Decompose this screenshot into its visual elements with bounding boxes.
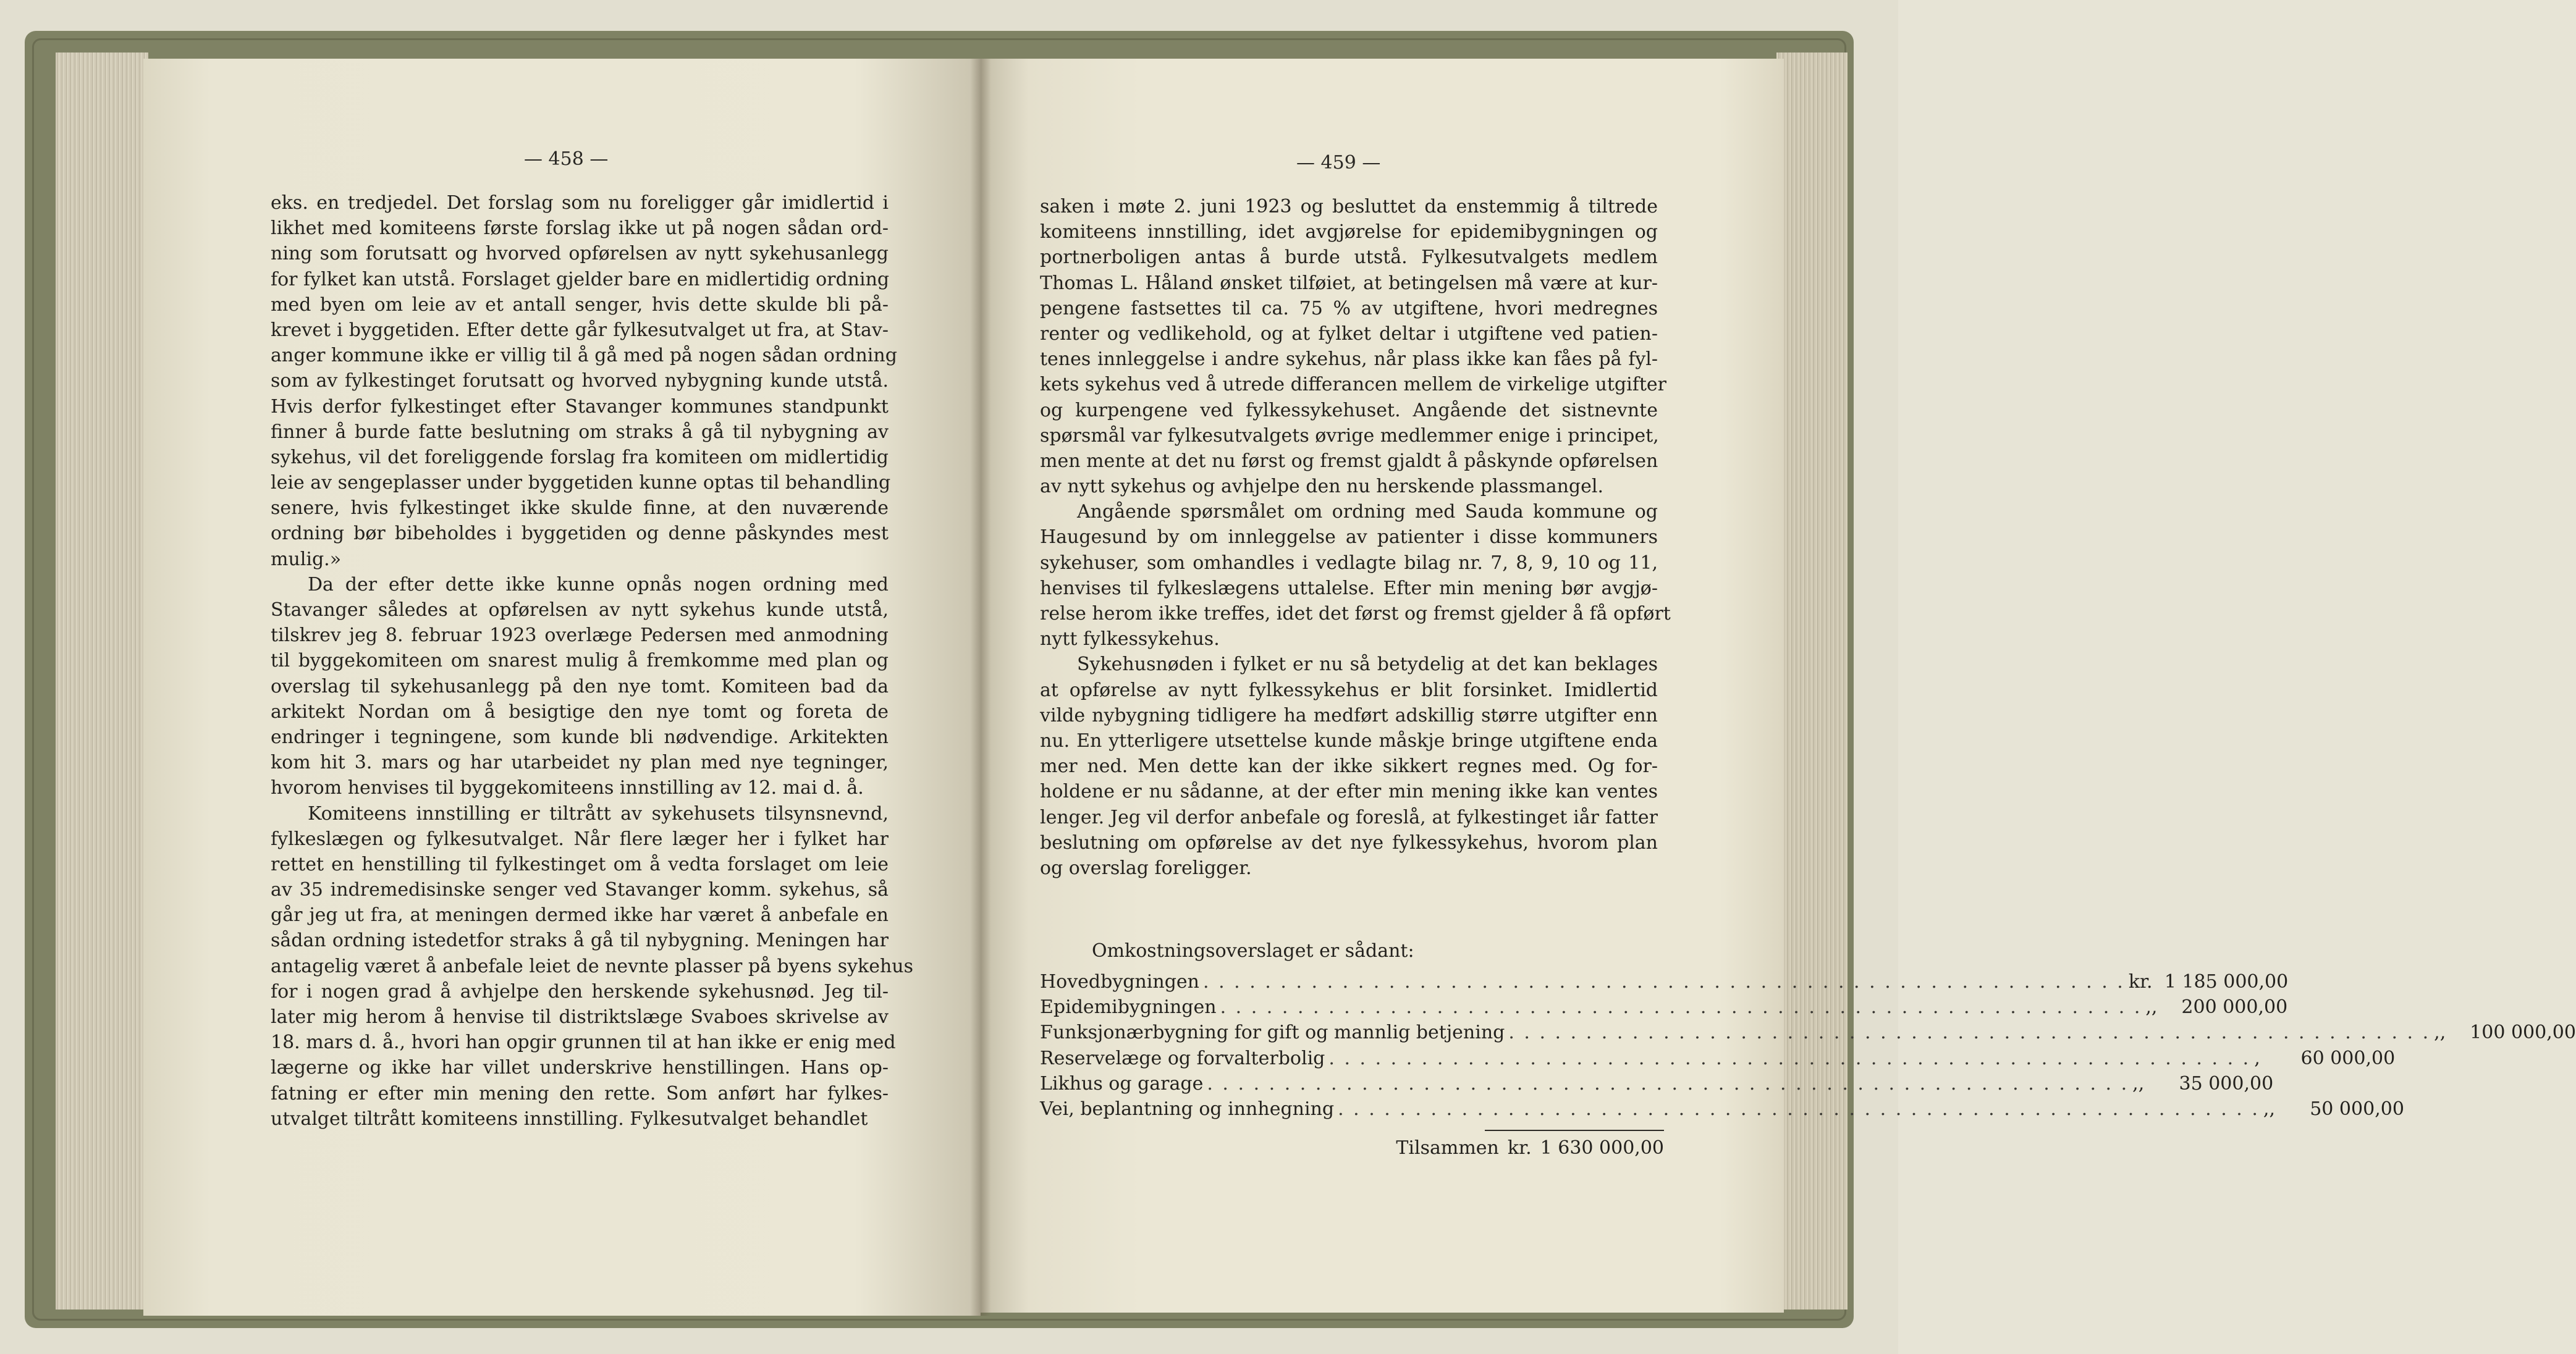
left-text-line: av 35 indremedisinske senger ved Stavanger komm. sykehus, så [271,879,889,901]
cost-row [1040,1072,2274,1098]
right-text-line: mer ned. Men dette kan der ikke sikkert regnes med. Og for- [1040,755,1658,778]
left-text-line: lægerne og ikke har villet underskrive henstillingen. Hans op- [271,1057,889,1079]
cost-row [1040,971,2289,996]
cost-unit: ,, [2263,1098,2275,1120]
right-text-line: sykehuser, som omhandles i vedlagte bilag nr. 7, 8, 9, 10 og 11, [1040,552,1658,574]
cost-unit: ,, [2434,1022,2446,1044]
right-text-line: henvises til fylkeslægens uttalelse. Efter min mening bør avgjø- [1040,577,1658,599]
right-text-line: Thomas L. Håland ønsket tilføiet, at betingelsen må være at kur- [1040,272,1658,294]
right-text-line: komiteens innstilling, idet avgjørelse for epidemibygningen og [1040,221,1658,243]
cost-unit: ,, [2132,1072,2145,1095]
cost-amount: 200 000,00 [2181,996,2288,1019]
total-unit: kr. [1507,1137,1532,1159]
cost-unit: , [2254,1047,2260,1069]
left-text-line: for i nogen grad å avhjelpe den herskende sykehusnød. Jeg til- [271,980,889,1003]
book-gutter [970,59,991,1316]
left-text-line: likhet med komiteens første forslag ikke ut på nogen sådan ord- [271,217,889,240]
left-text-line: eks. en tredjedel. Det forslag som nu foreligger går imidlertid i [271,192,889,214]
cost-unit: ,, [2145,996,2158,1019]
cost-total [1040,1137,1664,1162]
left-text-line: til byggekomiteen om snarest mulig å fremkomme med plan og [271,650,889,672]
left-text-line: hvorom henvises til byggekomiteens innstilling av 12. mai d. å. [271,777,864,799]
total-label: Tilsammen [1396,1137,1499,1159]
cost-item-label: Funksjonærbygning for gift og mannlig betjening [1040,1022,1505,1044]
left-text-line: mulig.» [271,548,342,570]
left-text-line: overslag til sykehusanlegg på den nye tomt. Komiteen bad da [271,675,889,697]
right-text-line: nu. En ytterligere utsettelse kunde måskje bringe utgiftene enda [1040,730,1658,752]
left-text-line: kom hit 3. mars og har utarbeidet ny plan med nye tegninger, [271,752,889,774]
left-text-line: rettet en henstilling til fylkestinget om å vedta forslaget om leie [271,853,889,875]
left-text-line: antagelig været å anbefale leiet de nevnte plasser på byens sykehus [271,955,914,977]
leader-dots: . . . . . . . . . . . . . . . . . . . . . . . . . . . . . . . . . . . . . . . . . . . . . . . . . . . . . . . . . . . . [1338,1098,2260,1120]
cost-row [1040,1022,2576,1047]
left-text-line: senere, hvis fylkestinget ikke skulde finne, at den nuværende [271,497,889,519]
right-text-line: relse herom ikke treffes, idet det først og fremst gjelder å få opført [1040,603,1671,624]
left-text-line: Hvis derfor fylkestinget efter Stavanger kommunes standpunkt [271,395,889,418]
cost-amount: 60 000,00 [2300,1047,2396,1069]
right-text-line: saken i møte 2. juni 1923 og besluttet da enstemmig å tiltrede [1040,196,1658,217]
right-text-line: beslutning om opførelse av det nye fylkessykehus, hvorom plan [1040,831,1658,854]
left-text-line: endringer i tegningene, som kunde bli nødvendige. Arkitekten [271,726,889,748]
left-text-line: sykehus, vil det foreliggende forslag fra komiteen om midlertidig [271,446,889,468]
right-page-body [1040,194,1671,881]
right-text-line: Angående spørsmålet om ordning med Sauda kommune og [1077,501,1658,523]
cost-estimate [1040,940,2576,1162]
right-text-line: at opførelse av nytt fylkessykehus er blit forsinket. Imidlertid [1040,679,1658,701]
right-text-line: Sykehusnøden i fylket er nu så betydelig at det kan beklages [1077,654,1658,676]
right-text-line: vilde nybygning tidligere ha medført adskillig større utgifter enn [1040,704,1658,726]
cost-item-label: Vei, beplantning og innhegning [1040,1098,1335,1120]
cost-amount: 100 000,00 [2470,1022,2576,1044]
right-text-line: kets sykehus ved å utrede differancen mellem de virkelige utgifter [1040,374,1666,396]
cost-amount: 1 185 000,00 [2164,971,2289,993]
cost-amount: 50 000,00 [2310,1098,2404,1120]
left-text-line: leie av sengeplasser under byggetiden kunne optas til behandling [271,472,891,494]
left-text-line: utvalget tiltrått komiteens innstilling. Fylkesutvalget behandlet [271,1108,868,1130]
right-text-line: spørsmål var fylkesutvalgets øvrige medlemmer enige i principet, [1040,424,1659,447]
right-text-line: pengene fastsettes til ca. 75 % av utgiftene, hvori medregnes [1040,297,1658,319]
cost-heading: Omkostningsoverslaget er sådant: [1092,940,1414,962]
left-text-line: krevet i byggetiden. Efter dette går fylkesutvalget ut fra, at Stav- [271,319,889,341]
cost-item-label: Epidemibygningen [1040,996,1217,1019]
cost-row [1040,996,2288,1022]
leader-dots: . . . . . . . . . . . . . . . . . . . . . . . . . . . . . . . . . . . . . . . . . . . . . . . . . . . . . . . . . . . . [1207,1072,2129,1095]
left-text-line: for fylket kan utstå. Forslaget gjelder bare en midlertidig ordning [271,268,890,290]
left-text-line: ordning bør bibeholdes i byggetiden og denne påskyndes mest [271,523,889,545]
left-page-body [271,190,914,1132]
left-page-number: — 458 — [524,148,609,170]
cost-table [1040,971,2576,1124]
cost-item-label: Hovedbygningen [1040,971,1200,993]
left-text-line: arkitekt Nordan om å besigtige den nye tomt og foreta de [271,700,889,723]
cost-amount: 35 000,00 [2179,1072,2274,1095]
right-text-line: og kurpengene ved fylkessykehuset. Angående det sistnevnte [1040,399,1658,421]
right-text-line: holdene er nu sådanne, at der efter min mening ikke kan ventes [1040,781,1658,803]
leader-dots: . . . . . . . . . . . . . . . . . . . . . . . . . . . . . . . . . . . . . . . . . . . . . . . . . . . . . . . . . . . . [1203,971,2125,993]
leader-dots: . . . . . . . . . . . . . . . . . . . . . . . . . . . . . . . . . . . . . . . . . . . . . . . . . . . . . . . . . . . . [1220,996,2142,1019]
left-text-line: finner å burde fatte beslutning om straks å gå til nybygning av [271,421,889,443]
total-amount: 1 630 000,00 [1540,1137,1664,1159]
left-text-line: ning som forutsatt og hvorved opførelsen av nytt sykehusanlegg [271,243,889,265]
left-text-line: fylkeslægen og fylkesutvalget. Når flere læger her i fylket har [271,828,889,850]
left-text-line: Da der efter dette ikke kunne opnås nogen ordning med [308,573,889,595]
right-text-line: lenger. Jeg vil derfor anbefale og foreslå, at fylkestinget iår fatter [1040,806,1658,828]
right-text-line: portnerboligen antas å burde utstå. Fylkesutvalgets medlem [1040,246,1658,269]
right-text-line: av nytt sykehus og avhjelpe den nu herskende plassmangel. [1040,476,1604,498]
cost-row [1040,1047,2396,1073]
left-text-line: med byen om leie av et antall senger, hvis dette skulde bli på- [271,293,889,316]
cost-unit: kr. [2128,971,2153,993]
cost-item-label: Reservelæge og forvalterbolig [1040,1047,1325,1069]
left-text-line: går jeg ut fra, at meningen dermed ikke har været å anbefale en [271,904,889,927]
right-text-line: renter og vedlikehold, og at fylket deltar i utgiftene ved patien- [1040,322,1658,345]
right-text-line: og overslag foreligger. [1040,857,1252,879]
left-text-line: Komiteens innstilling er tiltrått av sykehusets tilsynsnevnd, [308,802,889,825]
leader-dots: . . . . . . . . . . . . . . . . . . . . . . . . . . . . . . . . . . . . . . . . . . . . . . . . . . . . . . . . . . . . [1328,1047,2251,1069]
left-text-line: sådan ordning istedetfor straks å gå til nybygning. Meningen har [271,930,889,952]
left-text-line: anger kommune ikke er villig til å gå med på nogen sådan ordning [271,345,897,367]
page-edges-left [56,53,148,1310]
leader-dots: . . . . . . . . . . . . . . . . . . . . . . . . . . . . . . . . . . . . . . . . . . . . . . . . . . . . . . . . . . . . [1508,1022,2431,1044]
left-text-line: Stavanger således at opførelsen av nytt sykehus kunde utstå, [271,599,889,621]
right-text-line: nytt fylkessykehus. [1040,628,1220,650]
right-page-number: — 459 — [1296,152,1381,174]
left-text-line: 18. mars d. å., hvori han opgir grunnen til at han ikke er enig med [271,1032,896,1054]
page-edges-right [1776,53,1848,1310]
total-rule [1485,1130,1664,1137]
right-text-line: Haugesund by om innleggelse av patienter i disse kommuners [1040,526,1658,549]
left-text-line: fatning er efter min mening den rette. Som anført har fylkes- [271,1082,889,1104]
left-text-line: som av fylkestinget forutsatt og hvorved nybygning kunde utstå. [271,370,889,392]
right-text-line: men mente at det nu først og fremst gjaldt å påskynde opførelsen [1040,450,1658,472]
left-text-line: later mig herom å henvise til distriktslæge Svaboes skrivelse av [271,1006,889,1028]
cost-row [1040,1098,2404,1124]
right-text-line: tenes innleggelse i andre sykehus, når plass ikke kan fåes på fyl- [1040,348,1658,371]
left-text-line: tilskrev jeg 8. februar 1923 overlæge Pedersen med anmodning [271,624,889,647]
cost-item-label: Likhus og garage [1040,1072,1204,1095]
